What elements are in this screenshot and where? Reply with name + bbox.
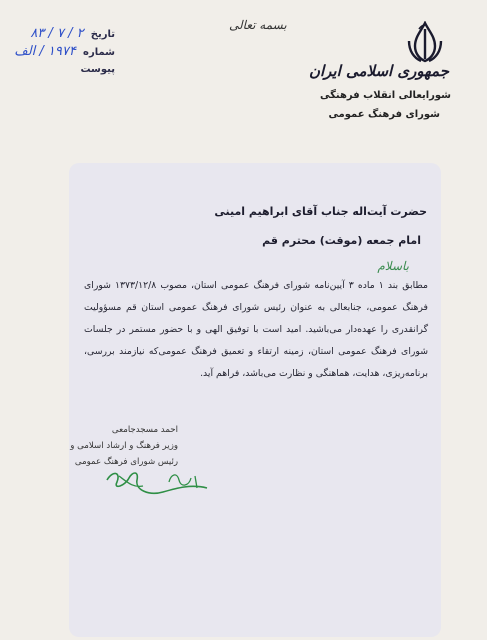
attachment-row (80, 64, 115, 75)
date-row (30, 26, 115, 41)
signer-title-2: رئیس شورای فرهنگ عمومی (74, 457, 178, 467)
date-label: تاریخ (90, 29, 115, 40)
council-name: شورایعالی انقلاب فرهنگی (319, 90, 451, 101)
basmala: بسمه تعالی (229, 18, 287, 32)
recipient-line-2: امام جمعه (موقت) محترم قم (262, 234, 421, 247)
handwritten-signature (99, 458, 217, 506)
date-value: ۲ / ۷ / ۸۳ (30, 26, 84, 41)
government-title: جمهوری اسلامی ایران (308, 62, 449, 80)
signer-title-1: وزیر فرهنگ و ارشاد اسلامی و (70, 441, 178, 451)
handwritten-salutation: باسلام (377, 259, 409, 273)
sub-council-name: شورای فرهنگ عمومی (328, 109, 440, 120)
number-label: شماره (83, 47, 115, 58)
recipient-line-1: حضرت آیت‌اله جناب آقای ابراهیم امینی (214, 205, 427, 218)
attachment-label: پیوست (80, 64, 115, 75)
signer-name: احمد مسجدجامعی (111, 425, 178, 435)
number-value: ۱۹۷۴ / الف (14, 44, 76, 59)
number-row (14, 44, 115, 59)
iran-emblem-icon (405, 21, 445, 63)
letter-body-text: مطابق بند ۱ ماده ۳ آیین‌نامه شورای فرهنگ عمومی استان، مصوب ۱۳۷۳/۱۲/۸ شورای فرهنگ عمومی، جنابعالی به عنوان رئیس شورای فرهنگ عمومی استان قم مسؤولیت گرانقدری را عهده‌دار می‌باشید. امید است با توفیق الهی و با حضور مستمر در جلسات شورای فرهنگ عمومی استان، زمینه ارتقاء و تعمیق فرهنگ عمومی‌که نیازمند بررسی، برنامه‌ریزی، هدایت، هماهنگی و نظارت می‌باشد، فراهم آید. (84, 280, 429, 379)
